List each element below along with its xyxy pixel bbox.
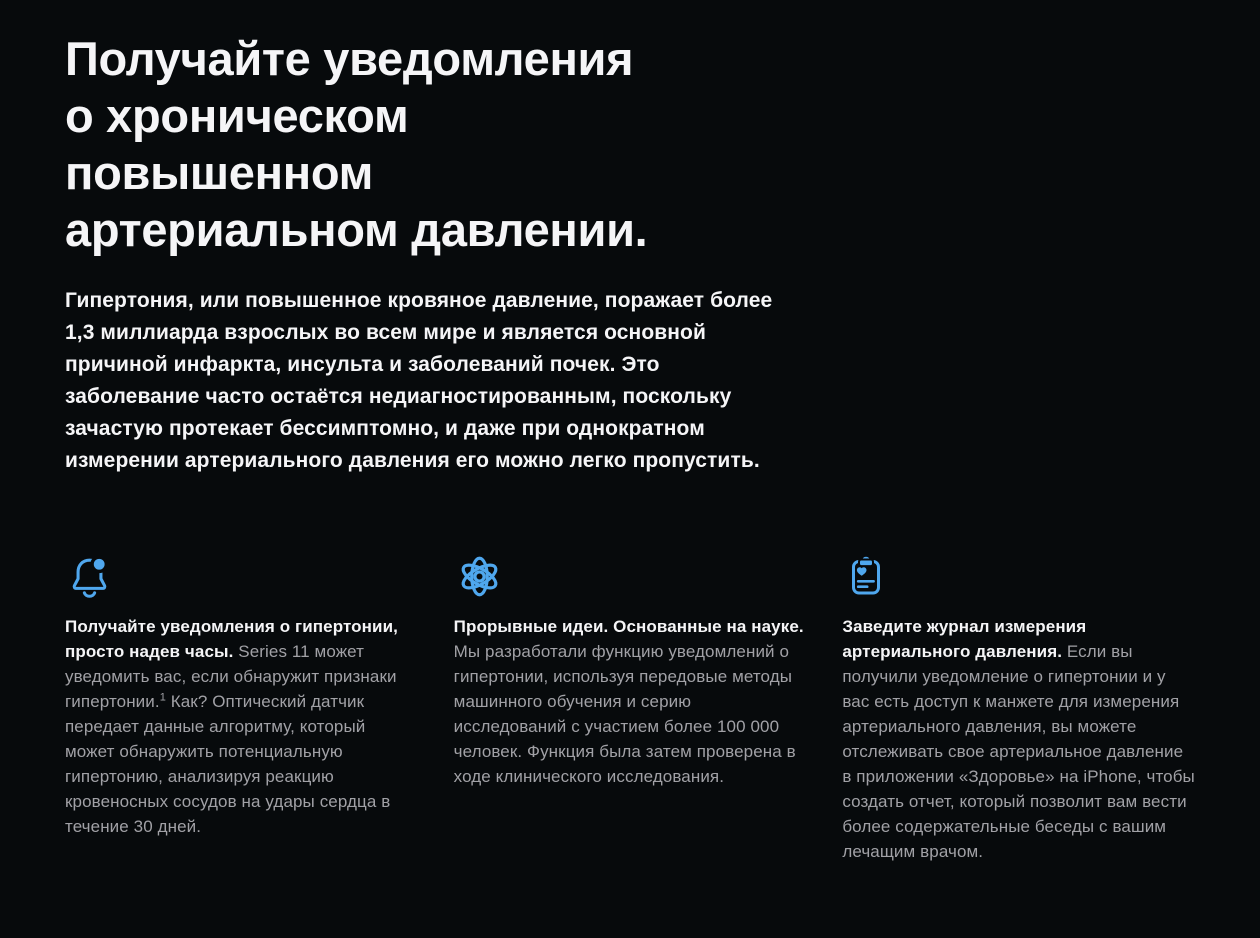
feature-column-science [454, 551, 807, 864]
feature-text [65, 614, 418, 839]
feature-body: Если вы получили уведомление о гипертонии и у вас есть доступ к манжете для измерения артериального давления, вы можете отслеживать свое артериальное давление в приложении «Здоровье» на iPhone, чтобы создать отчет, который позволит вам вести более содержательные беседы с вашим лечащим врачом. [842, 642, 1195, 861]
feature-text [842, 614, 1195, 864]
footnote-link-1[interactable]: 1 [159, 691, 166, 704]
intro-paragraph: Гипертония, или повышенное кровяное давление, поражает более 1,3 миллиарда взрослых во всем мире и является основной причиной инфаркта, инсульта и заболеваний почек. Это заболевание часто остаётся недиагностированным, поскольку зачастую протекает бессимптомно, и даже при однократном измерении артериального давления его можно легко пропустить. [65, 289, 773, 472]
feature-lead: Прорывные идеи. Основанные на науке. [453, 617, 804, 636]
feature-column-notifications [65, 551, 418, 864]
feature-columns [65, 551, 1195, 864]
clipboard-heart-icon [842, 551, 1195, 614]
page-title-line: о хроническом [65, 89, 409, 142]
feature-body: Как? Оптический датчик передает данные алгоритму, который может обнаружить потенциальную гипертонию, анализируя реакцию кровеносных сосудов на удары сердца в течение 30 дней. [65, 692, 391, 836]
page-title-line: артериальном давлении. [65, 203, 648, 256]
atom-icon [454, 551, 807, 614]
page-title-line: повышенном [65, 146, 374, 199]
bell-badge-icon [65, 551, 418, 614]
page-title [65, 30, 1195, 258]
feature-column-logging [842, 551, 1195, 864]
page-title-line: Получайте уведомления [65, 32, 634, 85]
feature-lead: Получайте уведомления о гипертонии, просто надев часы. [65, 617, 398, 661]
feature-body: Series 11 может уведомить вас, если обнаружит признаки гипертонии. [65, 642, 397, 711]
feature-text [454, 614, 807, 789]
feature-lead: Заведите журнал измерения артериального давления. [842, 617, 1087, 661]
feature-body: Мы разработали функцию уведомлений о гипертонии, используя передовые методы машинного обучения и серию исследований с участием более 100 000 человек. Функция была затем проверена в ходе клинического исследования. [453, 642, 796, 786]
